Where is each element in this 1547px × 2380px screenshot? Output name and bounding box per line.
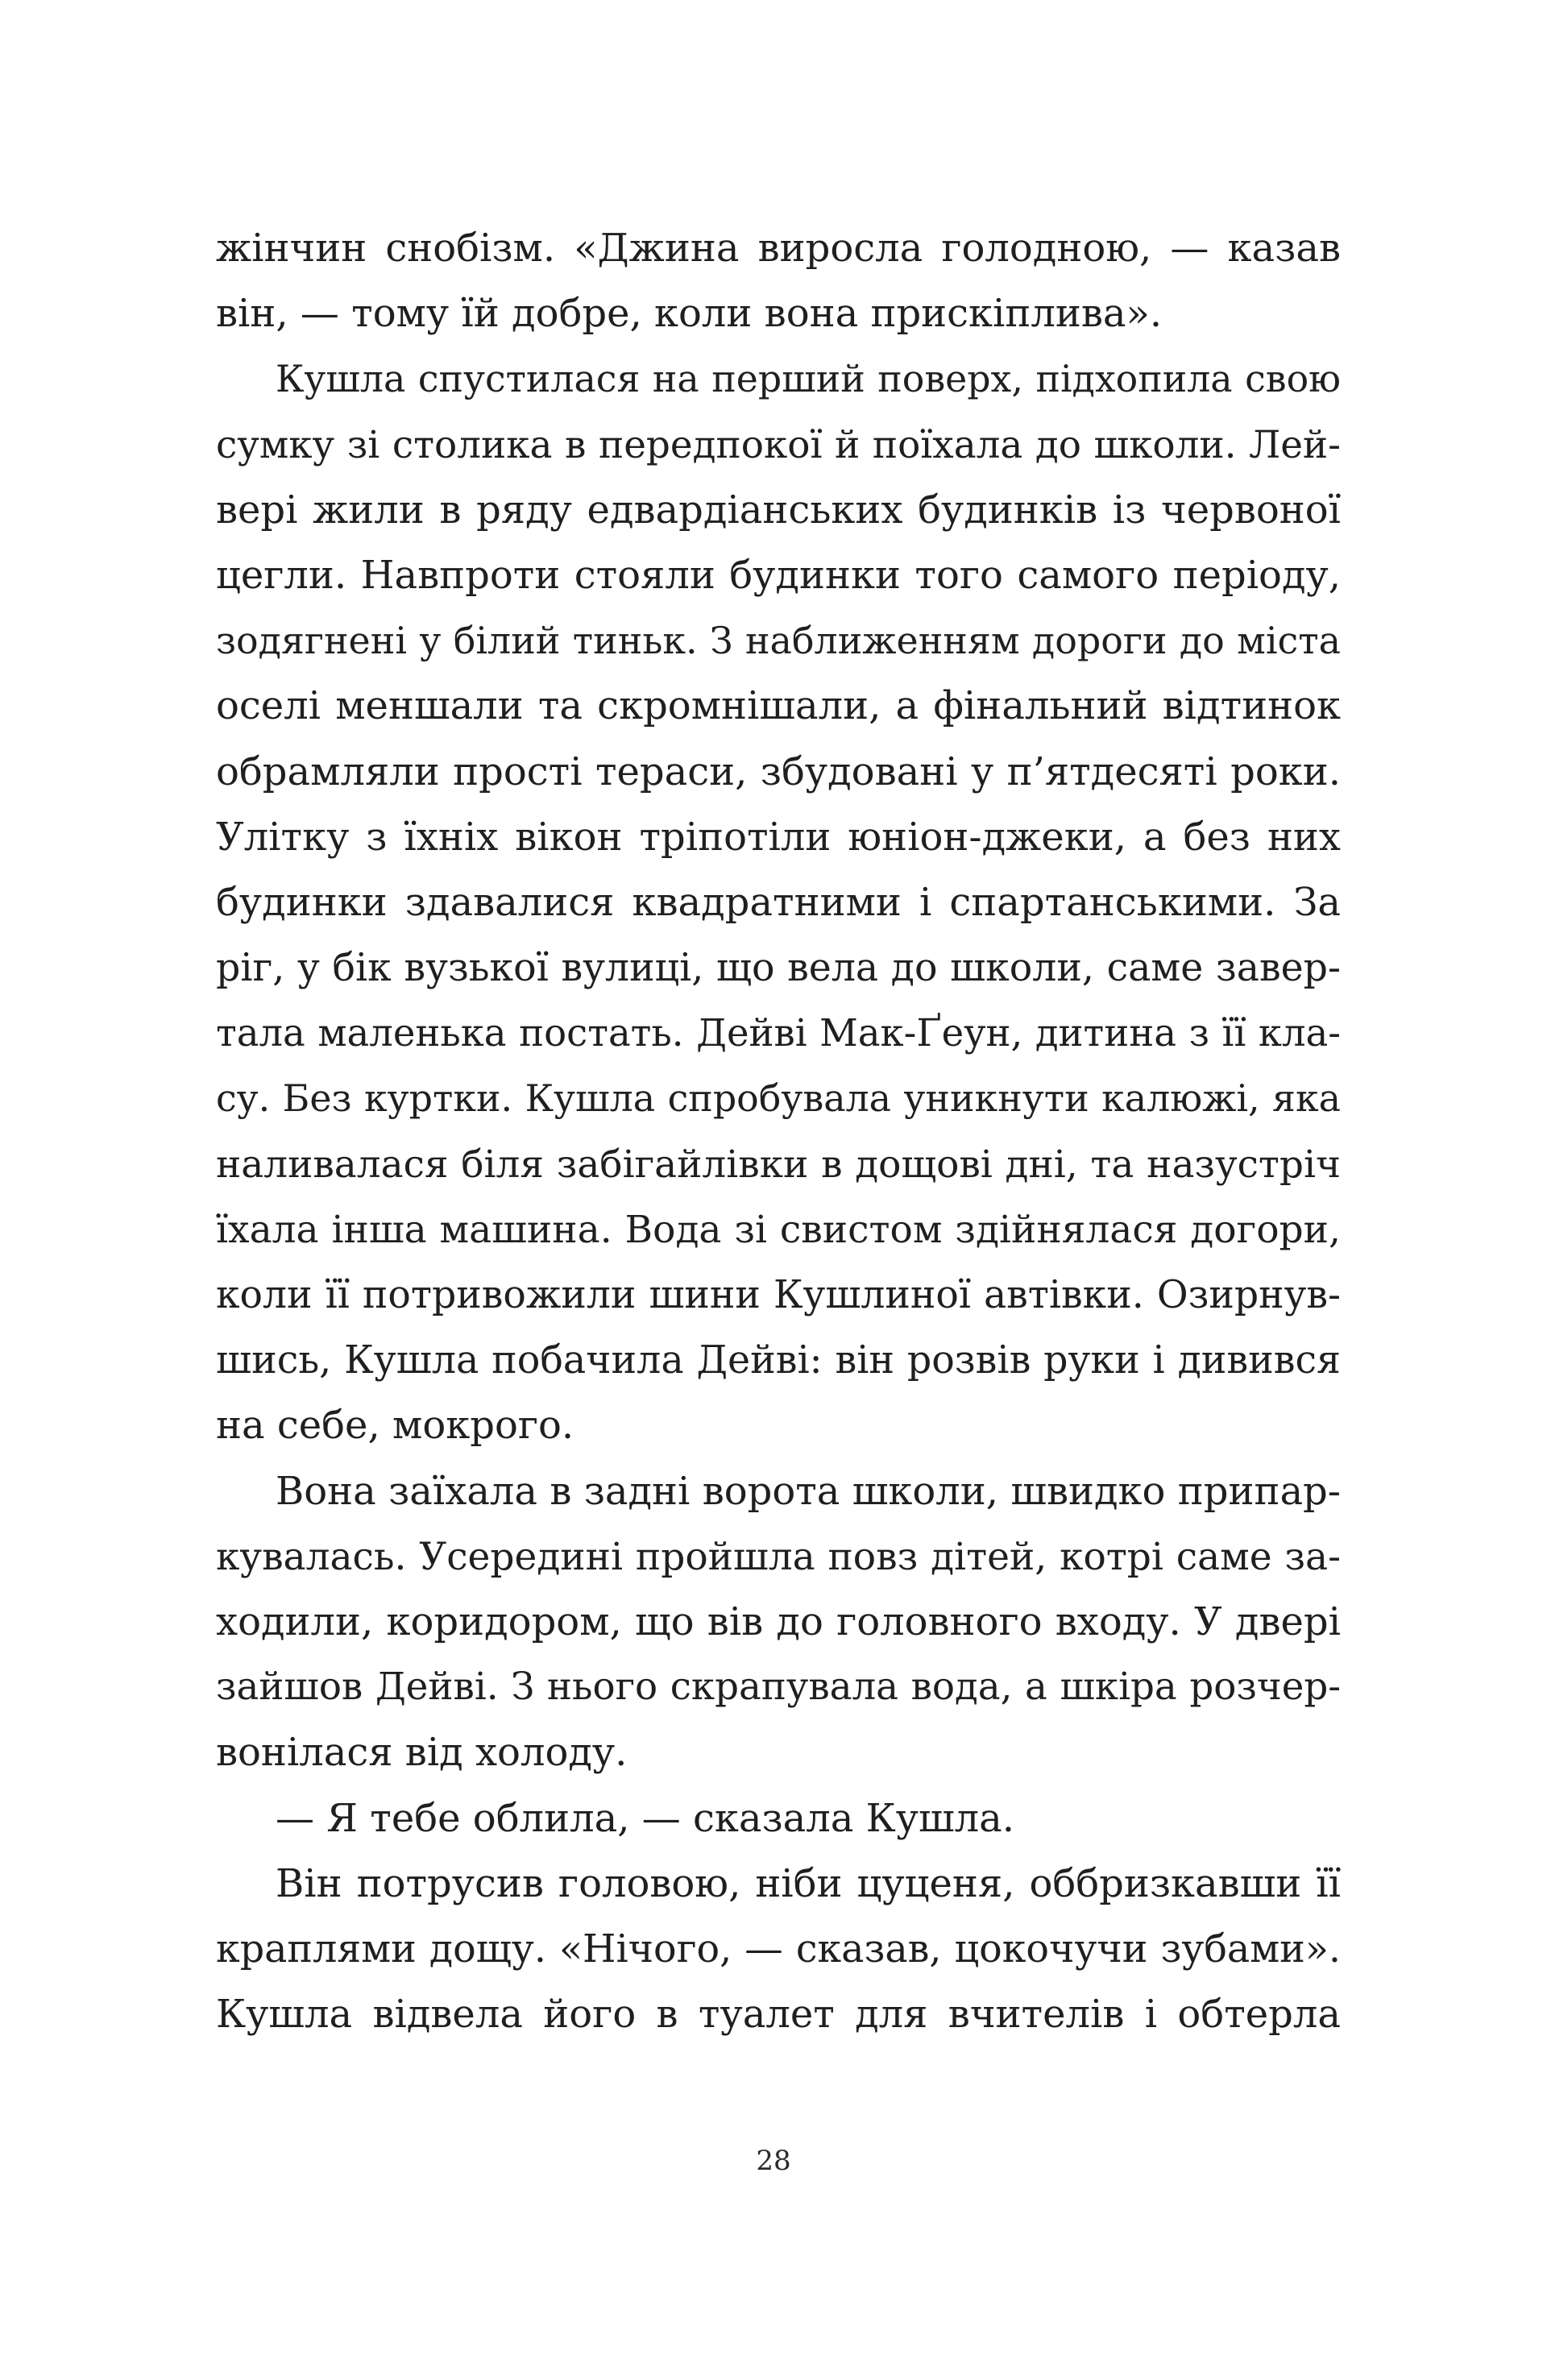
text-line: на себе, мокрого. — [216, 1403, 574, 1449]
text-line: Кушла відвела його в туалет для вчителів і обтерла — [216, 1992, 1341, 2038]
text-line: зайшов Дейві. З нього скрапувала вода, а шкіра розчер- — [216, 1665, 1341, 1710]
text-line: ріг, у бік вузької вулиці, що вела до школи, саме завер- — [216, 946, 1341, 991]
text-line: су. Без куртки. Кушла спробувала уникнути калюжі, яка — [216, 1076, 1341, 1121]
text-line: коли її потривожили шини Кушлиної автівки. Озирнув- — [216, 1273, 1341, 1317]
text-line: ходили, коридором, що вів до головного входу. У двері — [216, 1598, 1341, 1644]
text-line: кувалась. Усередині пройшла повз дітей, котрі саме за- — [216, 1534, 1341, 1579]
text-line: сумку зі столика в передпокої й поїхала до школи. Лей- — [216, 422, 1341, 467]
text-line: шись, Кушла побачила Дейві: він розвів руки і дивився — [216, 1338, 1341, 1383]
text-line: він, — тому їй добре, коли вона прискіплива». — [216, 291, 1163, 337]
text-line: жінчин снобізм. «Джина виросла голодною, — казав — [216, 226, 1341, 271]
text-line: наливалася біля забігайлівки в дощові дні, та назустріч — [216, 1142, 1341, 1187]
text-line: обрамляли прості тераси, збудовані у п’ятдесяті роки. — [216, 748, 1341, 794]
text-line: будинки здавалися квадратними і спартанськими. За — [216, 879, 1341, 925]
page-number: 28 — [756, 2145, 791, 2177]
text-line: оселі меншали та скромнішали, а фінальний відтинок — [216, 683, 1341, 729]
text-line: вонілася від холоду. — [216, 1730, 628, 1776]
text-line: Кушла спустилася на перший поверх, підхопила свою — [276, 357, 1341, 401]
text-line: Вона заїхала в задні ворота школи, швидко припар- — [276, 1468, 1341, 1514]
text-line: вері жили в ряду едвардіанських будинків із червоної — [216, 487, 1341, 533]
text-line: Улітку з їхніх вікон тріпотіли юніон-джеки, а без них — [216, 814, 1341, 860]
body-text — [216, 216, 1341, 2047]
text-line: цегли. Навпроти стояли будинки того самого періоду, — [216, 552, 1341, 598]
text-line: їхала інша машина. Вода зі свистом здійнялася догори, — [216, 1207, 1341, 1252]
text-line: зодягнені у білий тиньк. З наближенням дороги до міста — [216, 619, 1341, 663]
text-line: — Я тебе облила, — сказала Кушла. — [276, 1795, 1015, 1841]
text-line: краплями дощу. «Нічого, — сказав, цокочучи зубами». — [216, 1926, 1341, 1972]
text-line: Він потрусив головою, ніби цуценя, оббризкавши її — [276, 1860, 1341, 1906]
text-line: тала маленька постать. Дейві Мак-Ґеун, дитина з її кла- — [216, 1011, 1341, 1055]
